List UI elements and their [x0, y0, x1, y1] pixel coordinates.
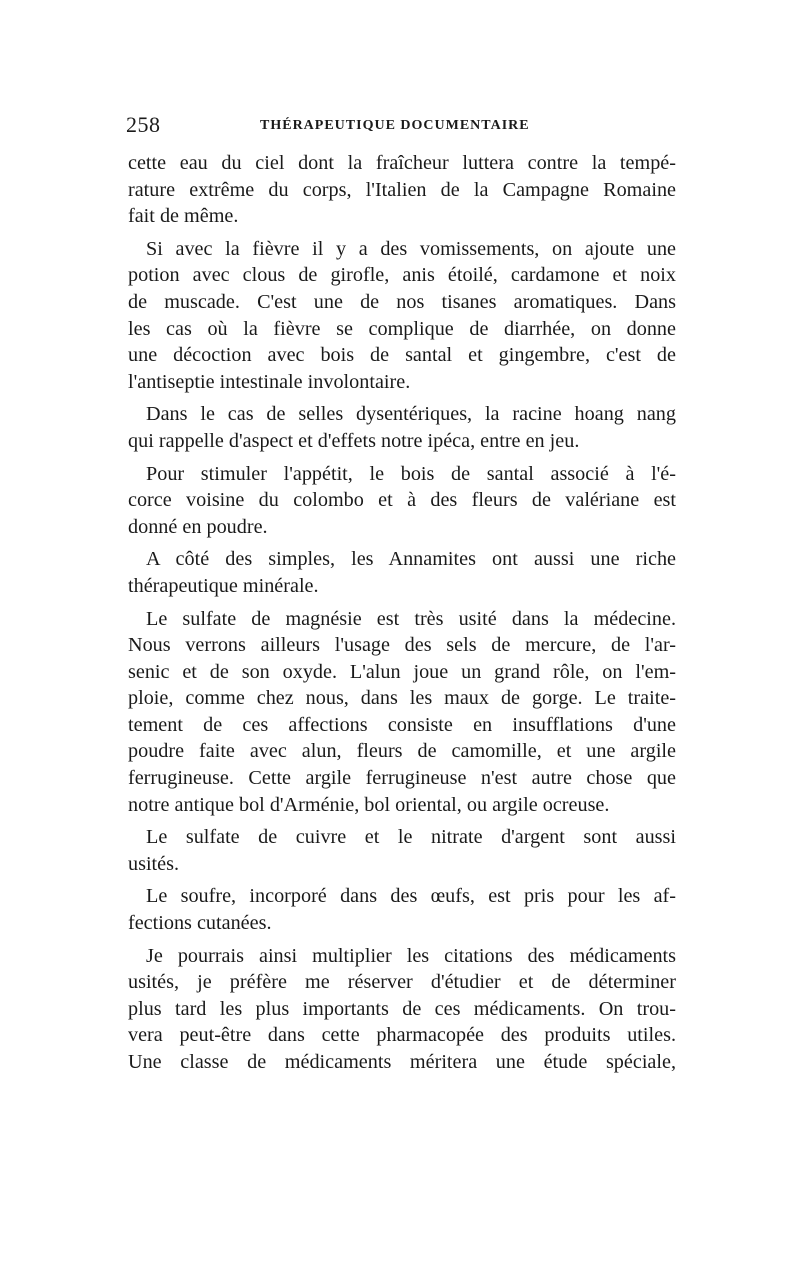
text-line: cette eau du ciel dont la fraîcheur luttera contre la tempé- [128, 152, 676, 174]
paragraph-1 [128, 150, 676, 230]
text-line: Une classe de médicaments méritera une étude spéciale, [128, 1051, 676, 1073]
text-line: usités, je préfère me réserver d'étudier et de déterminer [128, 971, 676, 994]
paragraph-7 [128, 824, 676, 877]
text-line: Si avec la fièvre il y a des vomissements, on ajoute une [146, 237, 676, 260]
text-line: les cas où la fièvre se complique de diarrhée, on donne [128, 317, 676, 340]
text-line: thérapeutique minérale. [128, 574, 319, 597]
text-line: poudre faite avec alun, fleurs de camomille, et une argile [128, 740, 676, 763]
text-line: corce voisine du colombo et à des fleurs de valériane est [128, 489, 676, 512]
text-line: notre antique bol d'Arménie, bol oriental, ou argile ocreuse. [128, 793, 610, 816]
text-line: ploie, comme chez nous, dans les maux de gorge. Le traite- [128, 687, 676, 710]
paragraph-5 [128, 546, 676, 599]
text-line: senic et de son oxyde. L'alun joue un grand rôle, on l'em- [128, 660, 676, 683]
running-title: THÉRAPEUTIQUE DOCUMENTAIRE [260, 118, 530, 133]
text-line: tement de ces affections consiste en insufflations d'une [128, 713, 676, 736]
text-line: l'antiseptie intestinale involontaire. [128, 370, 411, 393]
text-line: donné en poudre. [128, 515, 268, 538]
text-line: Pour stimuler l'appétit, le bois de santal associé à l'é- [146, 462, 676, 485]
text-line: plus tard les plus importants de ces médicaments. On trou- [128, 997, 676, 1020]
text-line: Le sulfate de magnésie est très usité dans la médecine. [146, 607, 676, 630]
text-line: de muscade. C'est une de nos tisanes aromatiques. Dans [128, 290, 676, 313]
page-number: 258 [126, 112, 161, 137]
text-line: une décoction avec bois de santal et gingembre, c'est de [128, 344, 676, 367]
text-line: Je pourrais ainsi multiplier les citations des médicaments [146, 944, 676, 967]
paragraph-8 [128, 883, 676, 936]
text-line: usités. [128, 852, 180, 875]
paragraph-3 [128, 401, 676, 454]
paragraph-6 [128, 606, 676, 819]
text-line: potion avec clous de girofle, anis étoilé, cardamone et noix [128, 264, 676, 287]
text-line: fait de même. [128, 205, 239, 228]
text-line: Le sulfate de cuivre et le nitrate d'argent sont aussi [146, 826, 676, 849]
text-line: qui rappelle d'aspect et d'effets notre ipéca, entre en jeu. [128, 429, 580, 452]
text-line: rature extrême du corps, l'Italien de la Campagne Romaine [128, 178, 676, 201]
text-line: fections cutanées. [128, 912, 272, 935]
paragraph-9 [128, 943, 676, 1076]
text-line: ferrugineuse. Cette argile ferrugineuse n'est autre chose que [128, 767, 676, 790]
text-line: Dans le cas de selles dysentériques, la racine hoang nang [146, 403, 676, 426]
paragraph-4 [128, 461, 676, 541]
paragraph-2 [128, 236, 676, 396]
text-line: A côté des simples, les Annamites ont aussi une riche [146, 548, 676, 571]
text-line: vera peut-être dans cette pharmacopée des produits utiles. [128, 1024, 676, 1047]
running-head [128, 112, 676, 142]
text-line: Nous verrons ailleurs l'usage des sels de mercure, de l'ar- [128, 634, 676, 657]
book-page [128, 112, 676, 1082]
text-line: Le soufre, incorporé dans des œufs, est pris pour les af- [146, 885, 676, 908]
body-text [128, 150, 676, 1076]
